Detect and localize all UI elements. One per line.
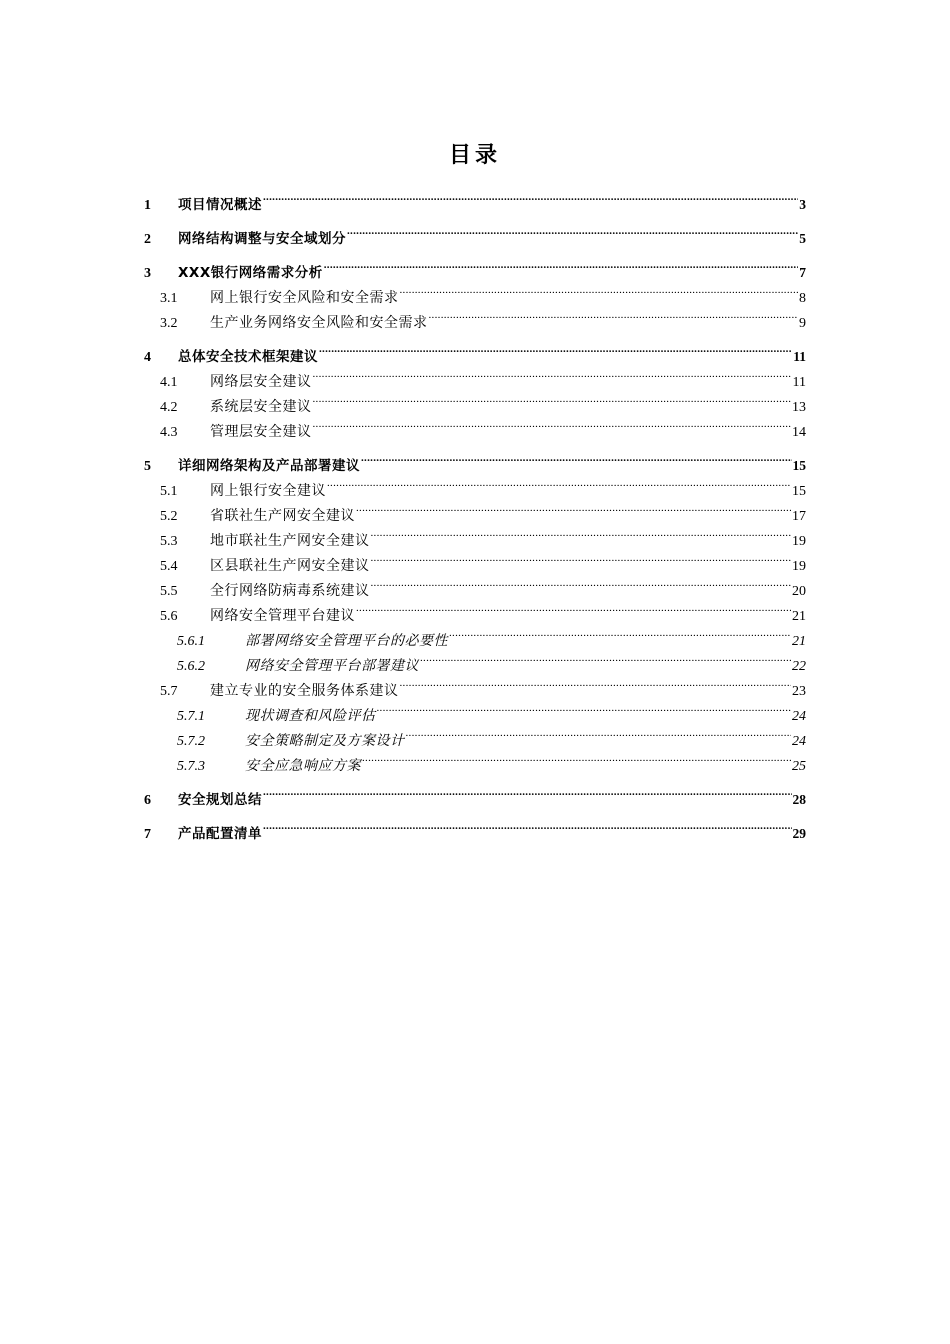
- toc-entry-2[interactable]: [144, 218, 806, 247]
- toc-entry-page-number: 21: [792, 609, 806, 624]
- toc-entry-5-4[interactable]: [144, 545, 806, 574]
- toc-entry-page-number: 15: [792, 458, 806, 473]
- table-of-contents: [144, 184, 806, 842]
- toc-entry-title: 建立专业的安全服务体系建议: [210, 683, 399, 699]
- toc-entry-page-number: 3: [799, 197, 806, 212]
- toc-entry-page-number: 14: [792, 425, 806, 440]
- toc-entry-5-6-1[interactable]: [144, 620, 806, 649]
- toc-entry-title: 网上银行安全风险和安全需求: [210, 290, 399, 306]
- toc-entry-number: 5.3: [160, 534, 178, 549]
- toc-entry-page-number: 19: [792, 534, 806, 549]
- toc-entry-title: 总体安全技术框架建议: [178, 349, 318, 365]
- toc-entry-5-7-3[interactable]: [144, 745, 806, 774]
- toc-entry-title: 现状调查和风险评估: [245, 708, 376, 724]
- toc-entry-number: 3.2: [160, 316, 178, 331]
- toc-entry-number: 5.2: [160, 509, 178, 524]
- toc-entry-5-6[interactable]: [144, 595, 806, 624]
- toc-dot-leader: [324, 252, 799, 277]
- toc-dot-leader: [420, 645, 791, 670]
- toc-entry-7[interactable]: [144, 813, 806, 842]
- toc-entry-number: 4.3: [160, 425, 178, 440]
- toc-entry-3[interactable]: [144, 252, 806, 281]
- toc-entry-5-6-2[interactable]: [144, 645, 806, 674]
- toc-entry-title: 详细网络架构及产品部署建议: [178, 458, 360, 474]
- toc-dot-leader: [263, 779, 792, 804]
- toc-entry-number: 5.6.1: [177, 634, 205, 649]
- toc-dot-leader: [406, 720, 792, 745]
- toc-entry-4[interactable]: [144, 336, 806, 365]
- toc-entry-number: 7: [144, 827, 151, 842]
- toc-entry-page-number: 15: [792, 484, 806, 499]
- toc-entry-page-number: 11: [792, 375, 806, 390]
- toc-dot-leader: [356, 595, 791, 620]
- toc-dot-leader: [449, 620, 791, 645]
- toc-entry-title: 管理层安全建议: [210, 424, 312, 440]
- toc-entry-page-number: 8: [799, 291, 806, 306]
- toc-entry-number: 4.1: [160, 375, 178, 390]
- toc-entry-5-2[interactable]: [144, 495, 806, 524]
- toc-entry-title: 省联社生产网安全建议: [210, 508, 355, 524]
- toc-dot-leader: [263, 184, 798, 209]
- toc-entry-page-number: 13: [792, 400, 806, 415]
- toc-entry-title: 全行网络防病毒系统建议: [210, 583, 370, 599]
- toc-entry-title: 生产业务网络安全风险和安全需求: [210, 315, 428, 331]
- toc-entry-5-7-1[interactable]: [144, 695, 806, 724]
- toc-entry-number: 5.4: [160, 559, 178, 574]
- toc-entry-4-3[interactable]: [144, 411, 806, 440]
- toc-dot-leader: [263, 813, 792, 838]
- toc-entry-page-number: 5: [799, 231, 806, 246]
- toc-entry-number: 3.1: [160, 291, 178, 306]
- toc-dot-leader: [313, 386, 792, 411]
- toc-entry-page-number: 17: [792, 509, 806, 524]
- toc-dot-leader: [313, 361, 792, 386]
- toc-entry-number: 5.1: [160, 484, 178, 499]
- toc-entry-4-2[interactable]: [144, 386, 806, 415]
- toc-dot-leader: [319, 336, 792, 361]
- toc-dot-leader: [327, 470, 791, 495]
- toc-entry-page-number: 24: [792, 709, 806, 724]
- toc-entry-number: 3: [144, 266, 151, 281]
- toc-entry-number: 2: [144, 232, 151, 247]
- toc-dot-leader: [347, 218, 798, 243]
- toc-dot-leader: [361, 445, 792, 470]
- toc-entry-5-1[interactable]: [144, 470, 806, 499]
- toc-entry-page-number: 20: [792, 584, 806, 599]
- toc-entry-title: 部署网络安全管理平台的必要性: [245, 633, 448, 649]
- toc-entry-5-7-2[interactable]: [144, 720, 806, 749]
- toc-entry-title: 网络结构调整与安全域划分: [178, 231, 346, 247]
- toc-entry-1[interactable]: [144, 184, 806, 213]
- toc-entry-title: 安全策略制定及方案设计: [245, 733, 405, 749]
- toc-entry-3-2[interactable]: [144, 302, 806, 331]
- toc-entry-number: 1: [144, 198, 151, 213]
- toc-entry-page-number: 22: [792, 659, 806, 674]
- toc-dot-leader: [429, 302, 799, 327]
- toc-entry-5-5[interactable]: [144, 570, 806, 599]
- toc-entry-page-number: 19: [792, 559, 806, 574]
- toc-dot-leader: [377, 695, 792, 720]
- toc-entry-title: 网络层安全建议: [210, 374, 312, 390]
- toc-dot-leader: [371, 545, 792, 570]
- toc-entry-title: 项目情况概述: [178, 197, 262, 213]
- toc-title: 目录: [448, 143, 501, 168]
- toc-dot-leader: [371, 570, 792, 595]
- toc-entry-number: 4.2: [160, 400, 178, 415]
- toc-entry-number: 5.6: [160, 609, 178, 624]
- toc-entry-page-number: 9: [799, 316, 806, 331]
- toc-entry-number: 5.5: [160, 584, 178, 599]
- toc-entry-number: 4: [144, 350, 151, 365]
- toc-dot-leader: [356, 495, 791, 520]
- toc-dot-leader: [400, 277, 799, 302]
- toc-entry-4-1[interactable]: [144, 361, 806, 390]
- toc-entry-page-number: 24: [792, 734, 806, 749]
- toc-entry-title: 区县联社生产网安全建议: [210, 558, 370, 574]
- toc-entry-title: 产品配置清单: [178, 826, 262, 842]
- toc-entry-page-number: 25: [792, 759, 806, 774]
- toc-dot-leader: [362, 745, 791, 770]
- toc-entry-page-number: 29: [792, 826, 806, 841]
- toc-entry-number: 6: [144, 793, 151, 808]
- toc-entry-number: 5.7.1: [177, 709, 205, 724]
- toc-entry-title: 安全应急响应方案: [245, 758, 361, 774]
- toc-entry-title: 系统层安全建议: [210, 399, 312, 415]
- toc-entry-title: 安全规划总结: [178, 792, 262, 808]
- toc-entry-3-1[interactable]: [144, 277, 806, 306]
- toc-dot-leader: [400, 670, 792, 695]
- toc-dot-leader: [371, 520, 792, 545]
- toc-entry-number: 5.7: [160, 684, 178, 699]
- toc-entry-number: 5.7.2: [177, 734, 205, 749]
- toc-dot-leader: [313, 411, 792, 436]
- toc-entry-5-3[interactable]: [144, 520, 806, 549]
- toc-entry-page-number: 28: [792, 792, 806, 807]
- toc-entry-5[interactable]: [144, 445, 806, 474]
- toc-entry-title: 网络安全管理平台建议: [210, 608, 355, 624]
- toc-entry-page-number: 21: [792, 634, 806, 649]
- toc-entry-title: 网络安全管理平台部署建议: [245, 658, 419, 674]
- toc-entry-title: 地市联社生产网安全建议: [210, 533, 370, 549]
- toc-entry-page-number: 23: [792, 684, 806, 699]
- toc-entry-title: 网上银行安全建议: [210, 483, 326, 499]
- toc-entry-page-number: 7: [799, 265, 806, 280]
- toc-entry-number: 5: [144, 459, 151, 474]
- toc-entry-5-7[interactable]: [144, 670, 806, 699]
- toc-entry-number: 5.7.3: [177, 759, 205, 774]
- toc-entry-number: 5.6.2: [177, 659, 205, 674]
- toc-entry-6[interactable]: [144, 779, 806, 808]
- toc-entry-page-number: 11: [793, 349, 806, 364]
- toc-entry-title: XXX银行网络需求分析: [178, 265, 323, 281]
